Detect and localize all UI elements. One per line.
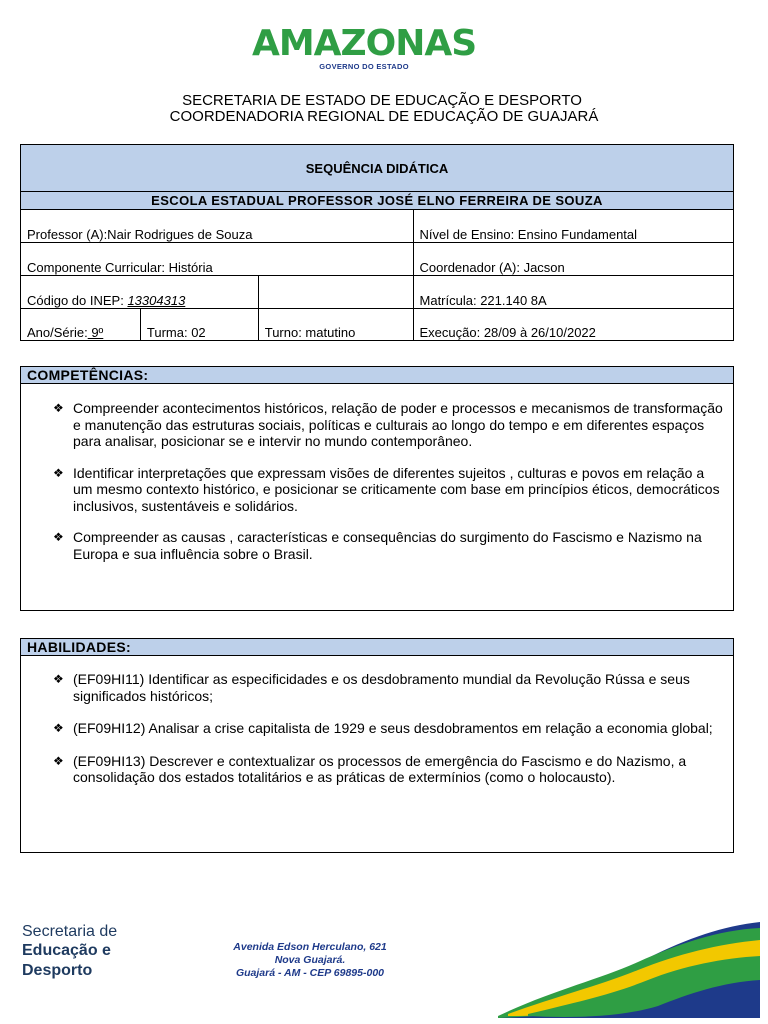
- diamond-bullet-icon: ❖: [53, 672, 64, 686]
- matricula-cell: Matrícula: 221.140 8A: [413, 276, 733, 309]
- ano-cell: [21, 309, 141, 341]
- address-line1: Avenida Edson Herculano, 621: [233, 941, 387, 953]
- school-name: ESCOLA ESTADUAL PROFESSOR JOSÉ ELNO FERREIRA DE SOUZA: [21, 192, 734, 210]
- componente-cell: Componente Curricular: História: [21, 243, 414, 276]
- diamond-bullet-icon: ❖: [53, 530, 64, 544]
- table-title: SEQUÊNCIA DIDÁTICA: [21, 145, 734, 192]
- ano-value: 9º: [87, 325, 104, 340]
- decorative-waves: [498, 918, 760, 1018]
- footer-secretaria-line2: Educação e: [22, 942, 111, 959]
- list-item: [21, 753, 733, 786]
- inep-cell: [21, 276, 259, 309]
- header-coordenadoria: COORDENADORIA REGIONAL DE EDUCAÇÃO DE GUAJARÁ: [169, 108, 599, 125]
- competencias-heading: COMPETÊNCIAS:: [21, 367, 733, 384]
- footer-secretaria-logo: [22, 923, 142, 981]
- inep-value: 13304313: [127, 293, 186, 308]
- list-item-text: Compreender as causas , características e consequências do surgimento do Fascismo e Nazismo na Europa e sua influência sobre o Brasil.: [73, 529, 702, 562]
- address-line3: Guajará - AM - CEP 69895-000: [235, 967, 385, 979]
- empty-cell: [258, 276, 413, 309]
- footer-secretaria-line3: Desporto: [22, 962, 93, 979]
- list-item: [21, 529, 733, 562]
- turma-cell: Turma: 02: [140, 309, 258, 341]
- amazonas-logo: [248, 14, 477, 82]
- list-item-text: Identificar interpretações que expressam visões de diferentes sujeitos , culturas e povos em relação a um mesmo contexto histórico, e posicionar se criticamente com base em princípios éticos, democráticos inclusivos, sustentáveis e solidários.: [73, 464, 720, 514]
- turno-cell: Turno: matutino: [258, 309, 413, 341]
- info-table: [20, 144, 734, 341]
- list-item-text: (EF09HI13) Descrever e contextualizar os processos de emergência do Fascismo e do Nazismo, a consolidação dos estados totalitários e as práticas de extermínios (como o holocausto).: [73, 752, 687, 785]
- inep-label: Código do INEP:: [27, 293, 128, 308]
- list-item: [21, 400, 733, 450]
- coordenador-cell: Coordenador (A): Jacson: [413, 243, 733, 276]
- competencias-box: [20, 366, 734, 611]
- habilidades-heading: HABILIDADES:: [21, 639, 733, 656]
- list-item-text: (EF09HI11) Identificar as especificidades e os desdobramento mundial da Revolução Rússa e seus significados históricos;: [73, 671, 690, 704]
- logo-title: AMAZONAS: [252, 23, 477, 64]
- footer-secretaria-line1: Secretaria de: [22, 923, 118, 940]
- list-item: [21, 465, 733, 515]
- footer-address: [220, 941, 400, 980]
- header-secretaria: SECRETARIA DE ESTADO DE EDUCAÇÃO E DESPORTO: [182, 92, 582, 109]
- diamond-bullet-icon: ❖: [53, 753, 64, 768]
- list-item: [21, 671, 733, 704]
- diamond-bullet-icon: ❖: [53, 721, 64, 735]
- diamond-bullet-icon: ❖: [53, 465, 64, 480]
- list-item-text: (EF09HI12) Analisar a crise capitalista de 1929 e seus desdobramentos em relação a economia global;: [73, 720, 713, 736]
- professor-cell: Professor (A):Nair Rodrigues de Souza: [21, 210, 414, 243]
- competencias-list: [21, 384, 733, 562]
- list-item-text: Compreender acontecimentos históricos, relação de poder e processos e mecanismos de transformação e manutenção das estruturas sociais, políticas e culturais ao longo do tempo e em diferentes espaços para analisar, posicionar se e intervir no mundo contemporâneo.: [73, 400, 723, 449]
- logo-subtitle: GOVERNO DO ESTADO: [319, 62, 409, 71]
- habilidades-list: [21, 656, 733, 786]
- execucao-cell: Execução: 28/09 à 26/10/2022: [413, 309, 733, 341]
- address-line2: Nova Guajará.: [274, 954, 346, 966]
- ano-label: Ano/Série:: [27, 325, 88, 340]
- nivel-cell: Nível de Ensino: Ensino Fundamental: [413, 210, 733, 243]
- diamond-bullet-icon: ❖: [53, 401, 64, 415]
- list-item: [21, 720, 733, 737]
- habilidades-box: [20, 638, 734, 853]
